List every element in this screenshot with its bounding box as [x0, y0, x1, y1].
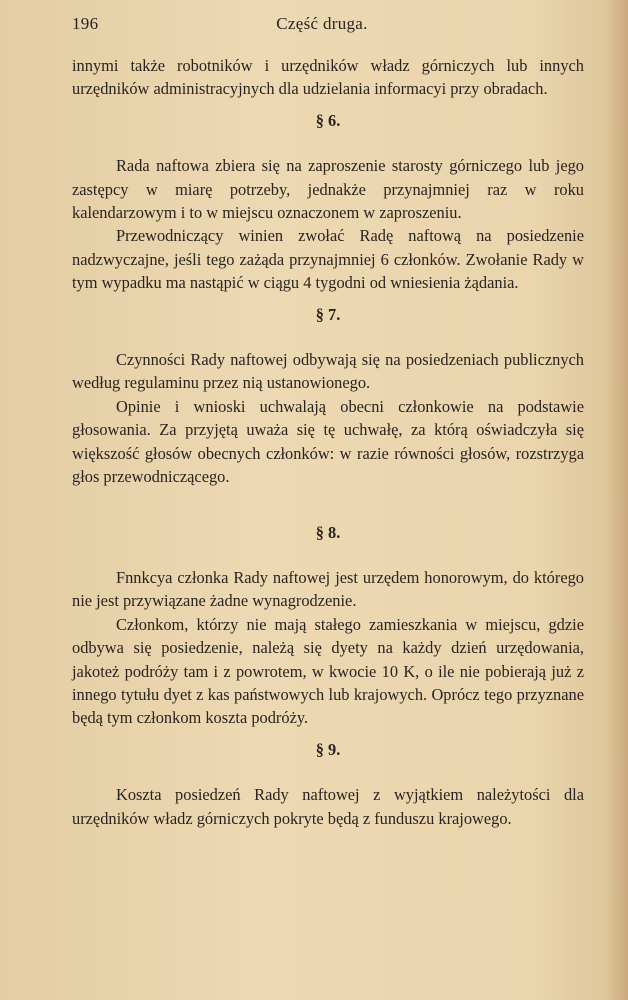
paragraph-9-1: Koszta posiedzeń Rady naftowej z wyjątkiem należytości dla urzędników władz górniczych pokryte będą z funduszu krajowego. [72, 785, 584, 828]
paragraph-7-1: Czynności Rady naftowej odbywają się na posiedzeniach publicznych według regulaminu przez nią ustanowionego. [72, 350, 584, 393]
section-heading-7: § 7. [315, 304, 341, 324]
page-number: 196 [72, 14, 99, 33]
page-header [72, 14, 572, 38]
paragraph-continuation: innymi także robotników i urzędników władz górniczych lub innych urzędników administracyjnych dla udzielania informacyi przy obradach. [72, 56, 584, 99]
paragraph-7-2: Opinie i wnioski uchwalają obecni członkowie na podstawie głosowania. Za przyjętą uważa się tę uchwałę, za którą oświadczyła się większość głosów obecnych członków: w razie równości głosów, rozstrzyga głos przewodniczącego. [72, 396, 584, 487]
section-heading-9: § 9. [315, 739, 341, 759]
section-heading-6: § 6. [315, 110, 341, 130]
paragraph-8-2: Członkom, którzy nie mają stałego zamieszkania w miejscu, gdzie odbywa się posiedzenie, należą się dyety na każdy dzień urzędowania, jakoteż podróży tam i z powrotem, w kwocie 10 K, o ile nie pobierają już z innego tytułu dyet z kas państwowych lub krajowych. Oprócz tego przyznane będą tym członkom koszta podróży. [72, 614, 584, 728]
running-title: Część druga. [276, 14, 368, 33]
paragraph-8-1: Fnnkcya członka Rady naftowej jest urzędem honorowym, do którego nie jest przywiązane żadne wynagrodzenie. [72, 567, 584, 611]
section-heading-8: § 8. [315, 522, 341, 542]
paragraph-6-1: Rada naftowa zbiera się na zaproszenie starosty górniczego lub jego zastępcy w miarę potrzeby, jednakże przynajmniej raz w roku kalendarzowym i to w miejscu oznaczonem w zaproszeniu. [72, 156, 584, 223]
page-body [72, 54, 584, 830]
paragraph-6-2: Przewodniczący winien zwołać Radę naftową na posiedzenie nadzwyczajne, jeśli tego zażąda przynajmniej 6 członków. Zwołanie Rady w tym wypadku ma nastąpić w ciągu 4 tygodni od wniesienia żądania. [72, 226, 584, 293]
